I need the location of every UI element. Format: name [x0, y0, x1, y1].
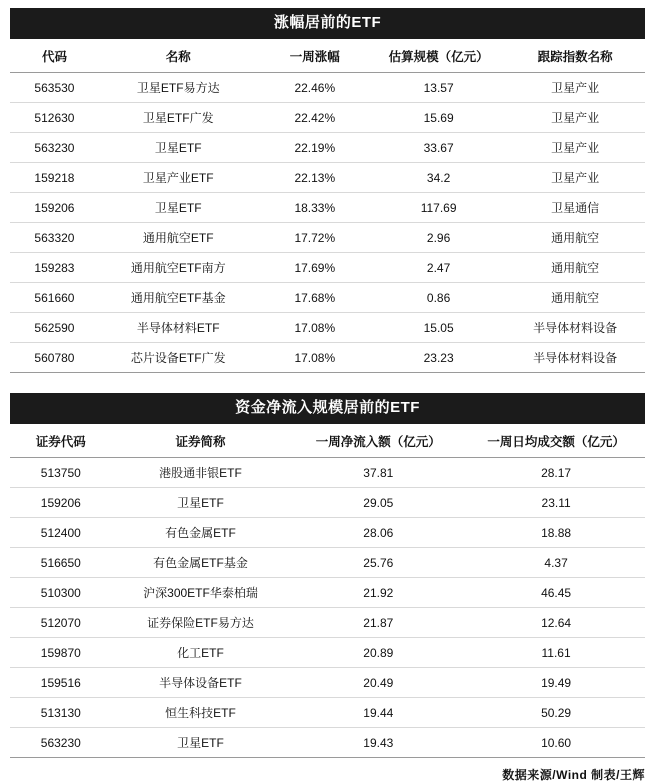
cell-net-inflow: 21.92: [289, 578, 467, 608]
cell-code: 563530: [10, 73, 99, 103]
gainers-table-body: [10, 73, 645, 373]
cell-net-inflow: 29.05: [289, 488, 467, 518]
table-row: [10, 343, 645, 373]
column-header-name: 名称: [99, 39, 258, 73]
cell-index-name: 通用航空: [505, 283, 645, 313]
table-header-row: [10, 39, 645, 73]
cell-estimated-size: 34.2: [372, 163, 505, 193]
cell-estimated-size: 33.67: [372, 133, 505, 163]
cell-security-code: 513130: [10, 698, 112, 728]
cell-avg-turnover: 10.60: [467, 728, 645, 758]
cell-name: 卫星ETF易方达: [99, 73, 258, 103]
cell-avg-turnover: 11.61: [467, 638, 645, 668]
table-row: [10, 283, 645, 313]
cell-security-name: 沪深300ETF华泰柏瑞: [112, 578, 290, 608]
cell-security-name: 卫星ETF: [112, 728, 290, 758]
cell-security-code: 516650: [10, 548, 112, 578]
cell-weekly-gain: 17.69%: [258, 253, 372, 283]
column-header-estimated-size: 估算规模（亿元）: [372, 39, 505, 73]
table-row: [10, 193, 645, 223]
column-header-weekly-avg-turnover: 一周日均成交额（亿元）: [467, 424, 645, 458]
table-row: [10, 163, 645, 193]
cell-security-code: 510300: [10, 578, 112, 608]
cell-weekly-gain: 17.72%: [258, 223, 372, 253]
table-title-gainers: 涨幅居前的ETF: [10, 8, 645, 39]
cell-estimated-size: 13.57: [372, 73, 505, 103]
cell-weekly-gain: 22.42%: [258, 103, 372, 133]
cell-name: 通用航空ETF: [99, 223, 258, 253]
cell-name: 卫星ETF: [99, 133, 258, 163]
cell-avg-turnover: 50.29: [467, 698, 645, 728]
cell-index-name: 卫星产业: [505, 163, 645, 193]
cell-net-inflow: 25.76: [289, 548, 467, 578]
cell-name: 芯片设备ETF广发: [99, 343, 258, 373]
inflows-table-body: [10, 458, 645, 758]
column-header-weekly-gain: 一周涨幅: [258, 39, 372, 73]
cell-weekly-gain: 22.19%: [258, 133, 372, 163]
table-title-inflows: 资金净流入规模居前的ETF: [10, 393, 645, 424]
cell-avg-turnover: 12.64: [467, 608, 645, 638]
cell-net-inflow: 21.87: [289, 608, 467, 638]
cell-security-code: 563230: [10, 728, 112, 758]
table-row: [10, 608, 645, 638]
cell-code: 561660: [10, 283, 99, 313]
cell-avg-turnover: 23.11: [467, 488, 645, 518]
cell-security-code: 159870: [10, 638, 112, 668]
cell-code: 159218: [10, 163, 99, 193]
cell-index-name: 半导体材料设备: [505, 343, 645, 373]
cell-net-inflow: 19.44: [289, 698, 467, 728]
table-block-inflows: [10, 393, 645, 758]
cell-index-name: 通用航空: [505, 253, 645, 283]
inflows-table: [10, 424, 645, 758]
table-header-row: [10, 424, 645, 458]
table-row: [10, 253, 645, 283]
cell-estimated-size: 15.69: [372, 103, 505, 133]
cell-name: 卫星产业ETF: [99, 163, 258, 193]
cell-weekly-gain: 22.13%: [258, 163, 372, 193]
cell-estimated-size: 2.96: [372, 223, 505, 253]
cell-estimated-size: 15.05: [372, 313, 505, 343]
table-row: [10, 668, 645, 698]
table-row: [10, 223, 645, 253]
table-row: [10, 698, 645, 728]
column-header-security-code: 证券代码: [10, 424, 112, 458]
cell-net-inflow: 37.81: [289, 458, 467, 488]
cell-index-name: 卫星产业: [505, 133, 645, 163]
cell-name: 卫星ETF: [99, 193, 258, 223]
inflows-table-header: [10, 424, 645, 458]
cell-index-name: 通用航空: [505, 223, 645, 253]
cell-code: 159206: [10, 193, 99, 223]
gainers-table: [10, 39, 645, 373]
cell-weekly-gain: 17.68%: [258, 283, 372, 313]
cell-index-name: 卫星通信: [505, 193, 645, 223]
cell-security-name: 卫星ETF: [112, 488, 290, 518]
cell-code: 159283: [10, 253, 99, 283]
table-row: [10, 458, 645, 488]
table-row: [10, 638, 645, 668]
cell-code: 560780: [10, 343, 99, 373]
table-row: [10, 73, 645, 103]
cell-avg-turnover: 19.49: [467, 668, 645, 698]
cell-weekly-gain: 18.33%: [258, 193, 372, 223]
cell-security-name: 有色金属ETF基金: [112, 548, 290, 578]
cell-weekly-gain: 22.46%: [258, 73, 372, 103]
cell-name: 通用航空ETF基金: [99, 283, 258, 313]
column-header-weekly-net-inflow: 一周净流入额（亿元）: [289, 424, 467, 458]
table-row: [10, 488, 645, 518]
cell-index-name: 卫星产业: [505, 73, 645, 103]
cell-security-code: 512400: [10, 518, 112, 548]
cell-security-name: 化工ETF: [112, 638, 290, 668]
cell-avg-turnover: 46.45: [467, 578, 645, 608]
cell-security-code: 159516: [10, 668, 112, 698]
cell-net-inflow: 28.06: [289, 518, 467, 548]
table-row: [10, 133, 645, 163]
cell-code: 563230: [10, 133, 99, 163]
cell-security-code: 159206: [10, 488, 112, 518]
data-source-note: 数据来源/Wind 制表/王辉: [502, 768, 645, 782]
cell-index-name: 卫星产业: [505, 103, 645, 133]
cell-security-name: 半导体设备ETF: [112, 668, 290, 698]
cell-code: 563320: [10, 223, 99, 253]
cell-name: 半导体材料ETF: [99, 313, 258, 343]
table-row: [10, 578, 645, 608]
cell-name: 通用航空ETF南方: [99, 253, 258, 283]
cell-estimated-size: 117.69: [372, 193, 505, 223]
cell-code: 512630: [10, 103, 99, 133]
cell-estimated-size: 23.23: [372, 343, 505, 373]
cell-security-code: 513750: [10, 458, 112, 488]
table-block-gainers: [10, 8, 645, 373]
cell-security-code: 512070: [10, 608, 112, 638]
cell-estimated-size: 0.86: [372, 283, 505, 313]
gainers-table-header: [10, 39, 645, 73]
cell-avg-turnover: 18.88: [467, 518, 645, 548]
cell-net-inflow: 19.43: [289, 728, 467, 758]
cell-security-name: 有色金属ETF: [112, 518, 290, 548]
cell-name: 卫星ETF广发: [99, 103, 258, 133]
cell-index-name: 半导体材料设备: [505, 313, 645, 343]
column-header-index-name: 跟踪指数名称: [505, 39, 645, 73]
cell-avg-turnover: 28.17: [467, 458, 645, 488]
table-row: [10, 518, 645, 548]
cell-net-inflow: 20.89: [289, 638, 467, 668]
cell-security-name: 港股通非银ETF: [112, 458, 290, 488]
cell-estimated-size: 2.47: [372, 253, 505, 283]
cell-weekly-gain: 17.08%: [258, 343, 372, 373]
table-row: [10, 548, 645, 578]
cell-security-name: 证券保险ETF易方达: [112, 608, 290, 638]
table-row: [10, 313, 645, 343]
cell-avg-turnover: 4.37: [467, 548, 645, 578]
column-header-security-name: 证券简称: [112, 424, 290, 458]
cell-security-name: 恒生科技ETF: [112, 698, 290, 728]
table-row: [10, 103, 645, 133]
cell-net-inflow: 20.49: [289, 668, 467, 698]
cell-code: 562590: [10, 313, 99, 343]
cell-weekly-gain: 17.08%: [258, 313, 372, 343]
table-row: [10, 728, 645, 758]
column-header-code: 代码: [10, 39, 99, 73]
